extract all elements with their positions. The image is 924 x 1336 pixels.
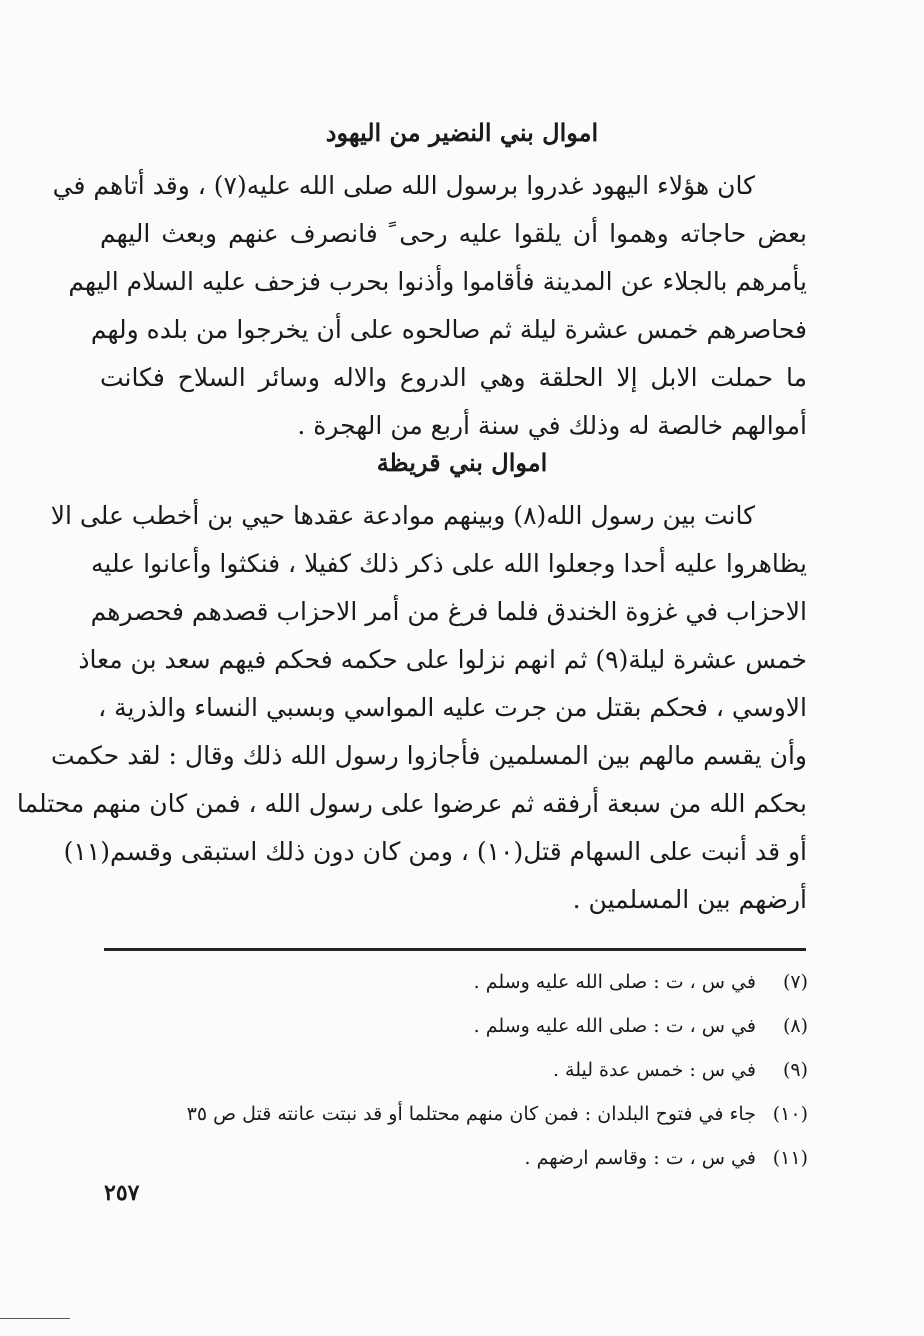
scan-edge-line (0, 1318, 70, 1319)
footnote-item (100, 960, 808, 1004)
footnote-number: (٩) (782, 1059, 808, 1081)
text-line: الاحزاب في غزوة الخندق فلما فرغ من أمر الاحزاب قصدهم فحصرهم (90, 597, 807, 626)
footnote-item (100, 1136, 808, 1180)
paragraph-bani-nadir (52, 162, 807, 450)
text-line: بحكم الله من سبعة أرفقه ثم عرضوا على رسول الله ، فمن كان منهم محتلما (16, 789, 807, 818)
text-line: خمس عشرة ليلة(٩) ثم انهم نزلوا على حكمه فحكم فيهم سعد بن معاذ (78, 645, 807, 674)
footnote-item (100, 1004, 808, 1048)
footnote-number: (١١) (772, 1147, 808, 1169)
text-line: يأمرهم بالجلاء عن المدينة فأقاموا وأذنوا بحرب فزحف عليه السلام اليهم (68, 267, 807, 296)
footnote-item (100, 1092, 808, 1136)
footnote-divider (104, 948, 806, 951)
text-line: وأن يقسم مالهم بين المسلمين فأجازوا رسول الله ذلك وقال : لقد حكمت (51, 741, 807, 770)
footnote-text: في س ، ت : صلى الله عليه وسلم . (473, 1015, 756, 1037)
section-title-bani-qurayza: اموال بني قريظة (376, 448, 548, 477)
text-line: أو قد أنبت على السهام قتل(١٠) ، ومن كان دون ذلك استبقى وقسم(١١) (63, 837, 807, 866)
footnote-number: (١٠) (772, 1103, 808, 1125)
text-line: يظاهروا عليه أحدا وجعلوا الله على ذكر ذلك كفيلا ، فنكثوا وأعانوا عليه (91, 549, 807, 578)
footnotes (100, 960, 808, 1180)
footnote-text: في س : خمس عدة ليلة . (552, 1059, 756, 1081)
text-line: فحاصرهم خمس عشرة ليلة ثم صالحوه على أن يخرجوا من بلده ولهم (90, 315, 807, 344)
text-line: كان هؤلاء اليهود غدروا برسول الله صلى الله عليه(٧) ، وقد أتاهم في (52, 171, 755, 200)
text-line: بعض حاجاته وهموا أن يلقوا عليه رحى ً فانصرف عنهم وبعث اليهم (100, 219, 807, 248)
footnote-text: جاء في فتوح البلدان : فمن كان منهم محتلما أو قد نبتت عانته قتل ص ٣٥ (186, 1103, 756, 1125)
text-line: الاوسي ، فحكم بقتل من جرت عليه المواسي وبسبي النساء والذرية ، (98, 693, 807, 722)
paragraph-bani-qurayza (16, 492, 807, 924)
footnote-text: في س ، ت : وقاسم ارضهم . (524, 1147, 756, 1169)
section-title-bani-nadir: اموال بني النضير من اليهود (325, 118, 599, 147)
footnote-number: (٨) (782, 1015, 808, 1037)
footnote-item (100, 1048, 808, 1092)
text-line: ما حملت الابل إلا الحلقة وهي الدروع والاله وسائر السلاح فكانت (100, 363, 807, 392)
text-line: أرضهم بين المسلمين . (572, 885, 807, 914)
text-line: كانت بين رسول الله(٨) وبينهم موادعة عقدها حيي بن أخطب على الا (50, 501, 755, 530)
footnote-number: (٧) (782, 971, 808, 993)
footnote-text: في س ، ت : صلى الله عليه وسلم . (473, 971, 756, 993)
text-line: أموالهم خالصة له وذلك في سنة أربع من الهجرة . (297, 411, 807, 440)
page-number: ٢٥٧ (104, 1180, 140, 1206)
